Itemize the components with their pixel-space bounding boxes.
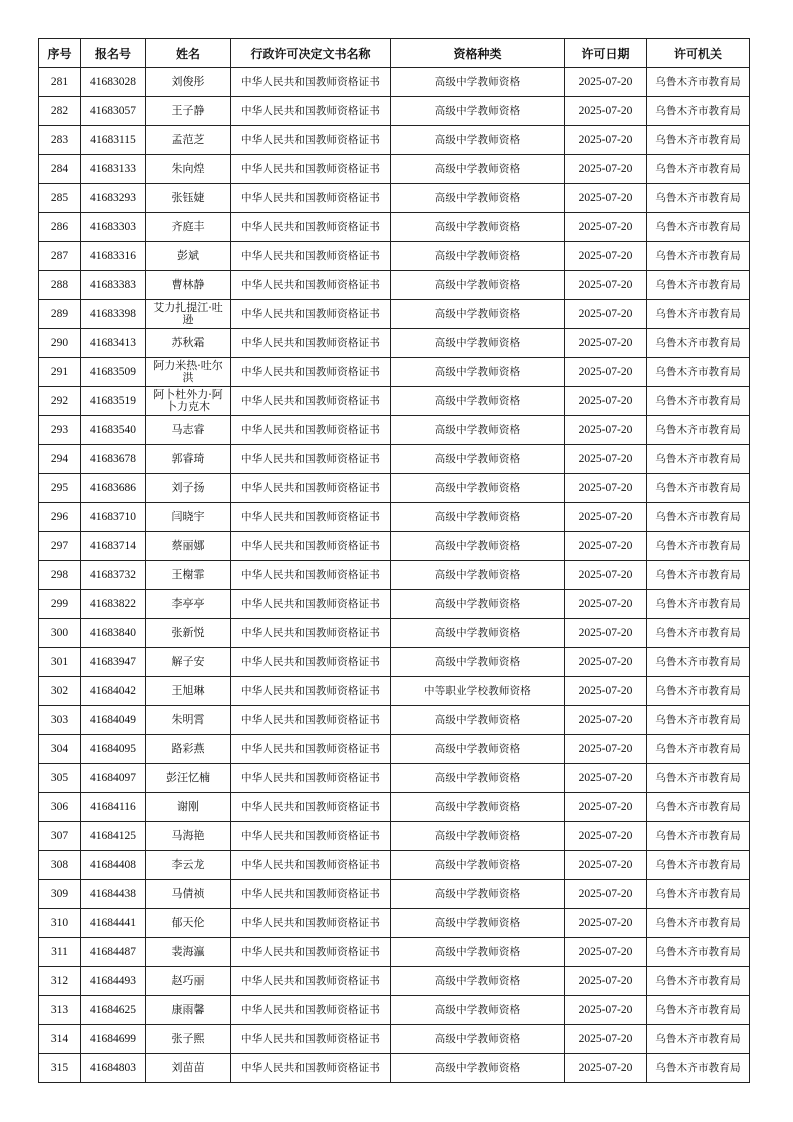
cell-license-date: 2025-07-20 <box>565 909 647 938</box>
cell-name: 谢刚 <box>146 793 231 822</box>
cell-name: 路彩燕 <box>146 735 231 764</box>
cell-registration-number: 41683714 <box>81 532 146 561</box>
cell-license-authority: 乌鲁木齐市教育局 <box>647 503 750 532</box>
cell-license-date: 2025-07-20 <box>565 851 647 880</box>
cell-index: 304 <box>39 735 81 764</box>
cell-license-authority: 乌鲁木齐市教育局 <box>647 880 750 909</box>
cell-name: 艾力扎提江·吐逊 <box>146 300 231 329</box>
cell-qualification-type: 高级中学教师资格 <box>391 590 565 619</box>
table-row <box>39 416 750 445</box>
table-row <box>39 68 750 97</box>
cell-index: 291 <box>39 358 81 387</box>
cell-qualification-type: 高级中学教师资格 <box>391 619 565 648</box>
table-row <box>39 648 750 677</box>
table-row <box>39 445 750 474</box>
cell-document-title: 中华人民共和国教师资格证书 <box>231 329 391 358</box>
cell-license-date: 2025-07-20 <box>565 445 647 474</box>
cell-registration-number: 41683293 <box>81 184 146 213</box>
cell-license-date: 2025-07-20 <box>565 880 647 909</box>
table-row <box>39 851 750 880</box>
cell-license-date: 2025-07-20 <box>565 735 647 764</box>
cell-name: 张子熙 <box>146 1025 231 1054</box>
cell-document-title: 中华人民共和国教师资格证书 <box>231 1025 391 1054</box>
cell-license-authority: 乌鲁木齐市教育局 <box>647 938 750 967</box>
cell-license-date: 2025-07-20 <box>565 706 647 735</box>
table-header <box>39 39 750 68</box>
cell-license-date: 2025-07-20 <box>565 648 647 677</box>
cell-document-title: 中华人民共和国教师资格证书 <box>231 996 391 1025</box>
cell-license-date: 2025-07-20 <box>565 97 647 126</box>
cell-index: 305 <box>39 764 81 793</box>
cell-license-date: 2025-07-20 <box>565 387 647 416</box>
cell-index: 312 <box>39 967 81 996</box>
cell-license-authority: 乌鲁木齐市教育局 <box>647 909 750 938</box>
cell-qualification-type: 高级中学教师资格 <box>391 68 565 97</box>
cell-license-authority: 乌鲁木齐市教育局 <box>647 851 750 880</box>
cell-document-title: 中华人民共和国教师资格证书 <box>231 184 391 213</box>
cell-qualification-type: 高级中学教师资格 <box>391 97 565 126</box>
header-document-title: 行政许可决定文书名称 <box>231 39 391 68</box>
cell-index: 302 <box>39 677 81 706</box>
cell-license-date: 2025-07-20 <box>565 1054 647 1083</box>
cell-license-date: 2025-07-20 <box>565 213 647 242</box>
cell-index: 310 <box>39 909 81 938</box>
cell-license-authority: 乌鲁木齐市教育局 <box>647 619 750 648</box>
cell-name: 郭睿琦 <box>146 445 231 474</box>
cell-document-title: 中华人民共和国教师资格证书 <box>231 532 391 561</box>
cell-index: 295 <box>39 474 81 503</box>
cell-qualification-type: 高级中学教师资格 <box>391 474 565 503</box>
cell-document-title: 中华人民共和国教师资格证书 <box>231 68 391 97</box>
cell-name: 齐庭丰 <box>146 213 231 242</box>
cell-document-title: 中华人民共和国教师资格证书 <box>231 416 391 445</box>
cell-registration-number: 41683710 <box>81 503 146 532</box>
table-row <box>39 358 750 387</box>
cell-document-title: 中华人民共和国教师资格证书 <box>231 880 391 909</box>
cell-index: 314 <box>39 1025 81 1054</box>
cell-index: 297 <box>39 532 81 561</box>
cell-index: 290 <box>39 329 81 358</box>
cell-qualification-type: 高级中学教师资格 <box>391 503 565 532</box>
cell-document-title: 中华人民共和国教师资格证书 <box>231 271 391 300</box>
cell-registration-number: 41683540 <box>81 416 146 445</box>
cell-qualification-type: 高级中学教师资格 <box>391 561 565 590</box>
cell-registration-number: 41684699 <box>81 1025 146 1054</box>
cell-license-authority: 乌鲁木齐市教育局 <box>647 271 750 300</box>
cell-name: 朱向煌 <box>146 155 231 184</box>
cell-qualification-type: 高级中学教师资格 <box>391 213 565 242</box>
cell-license-date: 2025-07-20 <box>565 300 647 329</box>
cell-license-date: 2025-07-20 <box>565 155 647 184</box>
cell-license-date: 2025-07-20 <box>565 329 647 358</box>
cell-license-authority: 乌鲁木齐市教育局 <box>647 68 750 97</box>
cell-registration-number: 41683133 <box>81 155 146 184</box>
cell-license-date: 2025-07-20 <box>565 503 647 532</box>
cell-license-date: 2025-07-20 <box>565 1025 647 1054</box>
cell-qualification-type: 高级中学教师资格 <box>391 155 565 184</box>
cell-name: 阿卜杜外力·阿卜力克木 <box>146 387 231 416</box>
cell-license-authority: 乌鲁木齐市教育局 <box>647 561 750 590</box>
cell-document-title: 中华人民共和国教师资格证书 <box>231 735 391 764</box>
table-row <box>39 242 750 271</box>
cell-qualification-type: 高级中学教师资格 <box>391 967 565 996</box>
cell-name: 苏秋霜 <box>146 329 231 358</box>
cell-license-authority: 乌鲁木齐市教育局 <box>647 126 750 155</box>
cell-license-date: 2025-07-20 <box>565 271 647 300</box>
cell-license-authority: 乌鲁木齐市教育局 <box>647 387 750 416</box>
cell-license-authority: 乌鲁木齐市教育局 <box>647 213 750 242</box>
cell-registration-number: 41683115 <box>81 126 146 155</box>
cell-license-authority: 乌鲁木齐市教育局 <box>647 1025 750 1054</box>
cell-registration-number: 41683732 <box>81 561 146 590</box>
cell-license-date: 2025-07-20 <box>565 358 647 387</box>
cell-index: 313 <box>39 996 81 1025</box>
cell-index: 288 <box>39 271 81 300</box>
cell-index: 285 <box>39 184 81 213</box>
cell-license-authority: 乌鲁木齐市教育局 <box>647 329 750 358</box>
cell-registration-number: 41683519 <box>81 387 146 416</box>
cell-document-title: 中华人民共和国教师资格证书 <box>231 822 391 851</box>
cell-index: 289 <box>39 300 81 329</box>
header-license-authority: 许可机关 <box>647 39 750 68</box>
cell-registration-number: 41684441 <box>81 909 146 938</box>
cell-qualification-type: 高级中学教师资格 <box>391 532 565 561</box>
cell-license-authority: 乌鲁木齐市教育局 <box>647 358 750 387</box>
cell-license-authority: 乌鲁木齐市教育局 <box>647 764 750 793</box>
cell-qualification-type: 高级中学教师资格 <box>391 938 565 967</box>
cell-index: 281 <box>39 68 81 97</box>
cell-registration-number: 41684803 <box>81 1054 146 1083</box>
cell-license-date: 2025-07-20 <box>565 184 647 213</box>
cell-index: 296 <box>39 503 81 532</box>
cell-index: 315 <box>39 1054 81 1083</box>
cell-qualification-type: 高级中学教师资格 <box>391 996 565 1025</box>
cell-license-authority: 乌鲁木齐市教育局 <box>647 1054 750 1083</box>
cell-name: 蔡丽娜 <box>146 532 231 561</box>
cell-registration-number: 41683383 <box>81 271 146 300</box>
cell-qualification-type: 高级中学教师资格 <box>391 822 565 851</box>
cell-license-date: 2025-07-20 <box>565 561 647 590</box>
cell-index: 306 <box>39 793 81 822</box>
cell-license-authority: 乌鲁木齐市教育局 <box>647 648 750 677</box>
cell-document-title: 中华人民共和国教师资格证书 <box>231 213 391 242</box>
cell-registration-number: 41684049 <box>81 706 146 735</box>
cell-license-date: 2025-07-20 <box>565 242 647 271</box>
cell-registration-number: 41683303 <box>81 213 146 242</box>
cell-document-title: 中华人民共和国教师资格证书 <box>231 387 391 416</box>
cell-license-authority: 乌鲁木齐市教育局 <box>647 590 750 619</box>
cell-document-title: 中华人民共和国教师资格证书 <box>231 648 391 677</box>
table-row <box>39 126 750 155</box>
cell-registration-number: 41683028 <box>81 68 146 97</box>
cell-qualification-type: 高级中学教师资格 <box>391 271 565 300</box>
cell-name: 马倩祯 <box>146 880 231 909</box>
cell-document-title: 中华人民共和国教师资格证书 <box>231 764 391 793</box>
table-row <box>39 967 750 996</box>
cell-document-title: 中华人民共和国教师资格证书 <box>231 155 391 184</box>
cell-name: 裴海瀛 <box>146 938 231 967</box>
table-row <box>39 996 750 1025</box>
cell-name: 曹林静 <box>146 271 231 300</box>
cell-registration-number: 41683413 <box>81 329 146 358</box>
cell-name: 康雨馨 <box>146 996 231 1025</box>
cell-license-authority: 乌鲁木齐市教育局 <box>647 677 750 706</box>
cell-index: 309 <box>39 880 81 909</box>
cell-document-title: 中华人民共和国教师资格证书 <box>231 967 391 996</box>
cell-registration-number: 41683509 <box>81 358 146 387</box>
cell-qualification-type: 高级中学教师资格 <box>391 242 565 271</box>
cell-name: 李云龙 <box>146 851 231 880</box>
cell-license-authority: 乌鲁木齐市教育局 <box>647 793 750 822</box>
cell-license-date: 2025-07-20 <box>565 126 647 155</box>
cell-license-date: 2025-07-20 <box>565 764 647 793</box>
table-row <box>39 387 750 416</box>
cell-document-title: 中华人民共和国教师资格证书 <box>231 242 391 271</box>
cell-document-title: 中华人民共和国教师资格证书 <box>231 909 391 938</box>
cell-name: 闫晓宇 <box>146 503 231 532</box>
document-page <box>38 38 749 1083</box>
cell-registration-number: 41684625 <box>81 996 146 1025</box>
cell-qualification-type: 高级中学教师资格 <box>391 329 565 358</box>
cell-registration-number: 41683398 <box>81 300 146 329</box>
cell-license-date: 2025-07-20 <box>565 793 647 822</box>
cell-name: 赵巧丽 <box>146 967 231 996</box>
cell-name: 王子静 <box>146 97 231 126</box>
table-row <box>39 97 750 126</box>
cell-license-authority: 乌鲁木齐市教育局 <box>647 735 750 764</box>
table-row <box>39 764 750 793</box>
cell-registration-number: 41683057 <box>81 97 146 126</box>
cell-license-authority: 乌鲁木齐市教育局 <box>647 532 750 561</box>
cell-qualification-type: 高级中学教师资格 <box>391 184 565 213</box>
cell-license-date: 2025-07-20 <box>565 590 647 619</box>
cell-index: 299 <box>39 590 81 619</box>
cell-license-authority: 乌鲁木齐市教育局 <box>647 300 750 329</box>
license-table <box>38 38 750 1083</box>
header-name: 姓名 <box>146 39 231 68</box>
cell-license-authority: 乌鲁木齐市教育局 <box>647 97 750 126</box>
cell-name: 彭汪忆楠 <box>146 764 231 793</box>
table-row <box>39 590 750 619</box>
cell-name: 朱明霄 <box>146 706 231 735</box>
cell-license-date: 2025-07-20 <box>565 822 647 851</box>
cell-document-title: 中华人民共和国教师资格证书 <box>231 126 391 155</box>
table-row <box>39 213 750 242</box>
cell-qualification-type: 高级中学教师资格 <box>391 880 565 909</box>
cell-index: 283 <box>39 126 81 155</box>
cell-license-authority: 乌鲁木齐市教育局 <box>647 242 750 271</box>
cell-name: 孟范芝 <box>146 126 231 155</box>
table-row <box>39 822 750 851</box>
cell-license-date: 2025-07-20 <box>565 68 647 97</box>
cell-index: 298 <box>39 561 81 590</box>
cell-registration-number: 41684487 <box>81 938 146 967</box>
cell-index: 286 <box>39 213 81 242</box>
cell-license-authority: 乌鲁木齐市教育局 <box>647 416 750 445</box>
cell-license-authority: 乌鲁木齐市教育局 <box>647 706 750 735</box>
cell-license-authority: 乌鲁木齐市教育局 <box>647 155 750 184</box>
cell-index: 284 <box>39 155 81 184</box>
cell-name: 李亭亭 <box>146 590 231 619</box>
cell-license-date: 2025-07-20 <box>565 532 647 561</box>
cell-qualification-type: 高级中学教师资格 <box>391 793 565 822</box>
header-license-date: 许可日期 <box>565 39 647 68</box>
cell-license-authority: 乌鲁木齐市教育局 <box>647 996 750 1025</box>
cell-license-date: 2025-07-20 <box>565 967 647 996</box>
table-row <box>39 938 750 967</box>
cell-qualification-type: 高级中学教师资格 <box>391 764 565 793</box>
cell-document-title: 中华人民共和国教师资格证书 <box>231 938 391 967</box>
cell-document-title: 中华人民共和国教师资格证书 <box>231 561 391 590</box>
cell-registration-number: 41683840 <box>81 619 146 648</box>
cell-license-authority: 乌鲁木齐市教育局 <box>647 967 750 996</box>
cell-qualification-type: 高级中学教师资格 <box>391 416 565 445</box>
cell-document-title: 中华人民共和国教师资格证书 <box>231 300 391 329</box>
table-row <box>39 474 750 503</box>
cell-name: 解子安 <box>146 648 231 677</box>
cell-name: 郁天伦 <box>146 909 231 938</box>
cell-index: 307 <box>39 822 81 851</box>
cell-document-title: 中华人民共和国教师资格证书 <box>231 503 391 532</box>
header-registration-number: 报名号 <box>81 39 146 68</box>
cell-license-date: 2025-07-20 <box>565 996 647 1025</box>
cell-registration-number: 41684438 <box>81 880 146 909</box>
cell-document-title: 中华人民共和国教师资格证书 <box>231 1054 391 1083</box>
table-row <box>39 155 750 184</box>
cell-registration-number: 41684042 <box>81 677 146 706</box>
cell-document-title: 中华人民共和国教师资格证书 <box>231 619 391 648</box>
cell-index: 282 <box>39 97 81 126</box>
table-row <box>39 619 750 648</box>
table-row <box>39 706 750 735</box>
cell-index: 287 <box>39 242 81 271</box>
cell-index: 311 <box>39 938 81 967</box>
table-row <box>39 300 750 329</box>
cell-name: 刘子扬 <box>146 474 231 503</box>
table-row <box>39 532 750 561</box>
cell-index: 300 <box>39 619 81 648</box>
cell-qualification-type: 高级中学教师资格 <box>391 1025 565 1054</box>
cell-document-title: 中华人民共和国教师资格证书 <box>231 97 391 126</box>
cell-registration-number: 41683316 <box>81 242 146 271</box>
cell-license-date: 2025-07-20 <box>565 938 647 967</box>
cell-registration-number: 41683822 <box>81 590 146 619</box>
cell-license-authority: 乌鲁木齐市教育局 <box>647 445 750 474</box>
cell-name: 张新悦 <box>146 619 231 648</box>
cell-qualification-type: 高级中学教师资格 <box>391 358 565 387</box>
table-row <box>39 561 750 590</box>
cell-qualification-type: 高级中学教师资格 <box>391 445 565 474</box>
cell-license-date: 2025-07-20 <box>565 677 647 706</box>
cell-qualification-type: 高级中学教师资格 <box>391 300 565 329</box>
cell-qualification-type: 高级中学教师资格 <box>391 1054 565 1083</box>
cell-registration-number: 41683678 <box>81 445 146 474</box>
cell-name: 马海艳 <box>146 822 231 851</box>
cell-name: 张钰婕 <box>146 184 231 213</box>
cell-name: 阿力米热·吐尔洪 <box>146 358 231 387</box>
cell-document-title: 中华人民共和国教师资格证书 <box>231 706 391 735</box>
cell-document-title: 中华人民共和国教师资格证书 <box>231 474 391 503</box>
cell-index: 301 <box>39 648 81 677</box>
cell-registration-number: 41683686 <box>81 474 146 503</box>
cell-license-authority: 乌鲁木齐市教育局 <box>647 184 750 213</box>
header-row <box>39 39 750 68</box>
cell-index: 308 <box>39 851 81 880</box>
cell-document-title: 中华人民共和国教师资格证书 <box>231 590 391 619</box>
cell-qualification-type: 高级中学教师资格 <box>391 126 565 155</box>
cell-index: 292 <box>39 387 81 416</box>
cell-qualification-type: 高级中学教师资格 <box>391 387 565 416</box>
cell-document-title: 中华人民共和国教师资格证书 <box>231 358 391 387</box>
cell-index: 293 <box>39 416 81 445</box>
table-row <box>39 909 750 938</box>
cell-index: 303 <box>39 706 81 735</box>
table-row <box>39 329 750 358</box>
cell-qualification-type: 高级中学教师资格 <box>391 909 565 938</box>
table-row <box>39 735 750 764</box>
cell-name: 王榭霏 <box>146 561 231 590</box>
table-row <box>39 1025 750 1054</box>
cell-license-authority: 乌鲁木齐市教育局 <box>647 474 750 503</box>
cell-document-title: 中华人民共和国教师资格证书 <box>231 851 391 880</box>
cell-license-date: 2025-07-20 <box>565 474 647 503</box>
cell-name: 马志睿 <box>146 416 231 445</box>
cell-license-date: 2025-07-20 <box>565 416 647 445</box>
cell-qualification-type: 高级中学教师资格 <box>391 648 565 677</box>
cell-name: 刘俊彤 <box>146 68 231 97</box>
cell-qualification-type: 高级中学教师资格 <box>391 735 565 764</box>
cell-registration-number: 41684125 <box>81 822 146 851</box>
header-qualification-type: 资格种类 <box>391 39 565 68</box>
cell-registration-number: 41684493 <box>81 967 146 996</box>
cell-name: 王旭琳 <box>146 677 231 706</box>
table-row <box>39 271 750 300</box>
cell-license-authority: 乌鲁木齐市教育局 <box>647 822 750 851</box>
cell-document-title: 中华人民共和国教师资格证书 <box>231 445 391 474</box>
cell-registration-number: 41684116 <box>81 793 146 822</box>
table-row <box>39 880 750 909</box>
table-row <box>39 1054 750 1083</box>
cell-qualification-type: 高级中学教师资格 <box>391 706 565 735</box>
table-row <box>39 503 750 532</box>
cell-registration-number: 41684097 <box>81 764 146 793</box>
header-index: 序号 <box>39 39 81 68</box>
cell-qualification-type: 中等职业学校教师资格 <box>391 677 565 706</box>
table-row <box>39 184 750 213</box>
cell-registration-number: 41683947 <box>81 648 146 677</box>
cell-registration-number: 41684095 <box>81 735 146 764</box>
cell-name: 刘苗苗 <box>146 1054 231 1083</box>
cell-document-title: 中华人民共和国教师资格证书 <box>231 793 391 822</box>
table-row <box>39 793 750 822</box>
table-body <box>39 68 750 1083</box>
cell-registration-number: 41684408 <box>81 851 146 880</box>
cell-qualification-type: 高级中学教师资格 <box>391 851 565 880</box>
cell-index: 294 <box>39 445 81 474</box>
cell-license-date: 2025-07-20 <box>565 619 647 648</box>
cell-document-title: 中华人民共和国教师资格证书 <box>231 677 391 706</box>
cell-name: 彭斌 <box>146 242 231 271</box>
table-row <box>39 677 750 706</box>
